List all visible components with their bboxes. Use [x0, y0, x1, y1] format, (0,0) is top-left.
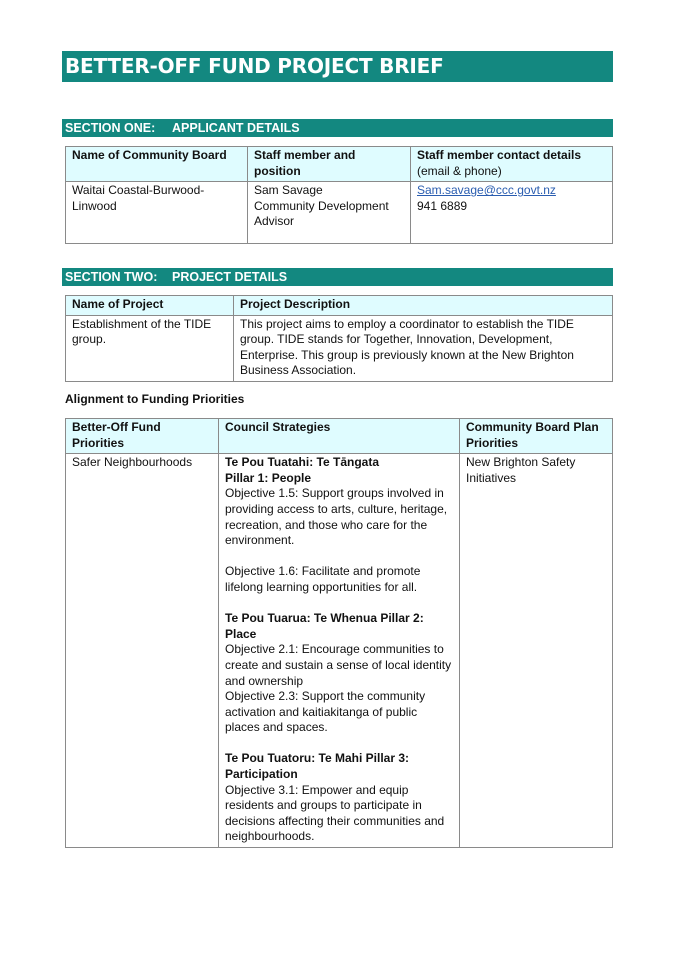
header-community-board: Name of Community Board — [66, 147, 248, 182]
table-row — [66, 182, 613, 244]
project-name-value: Establishment of the TIDE group. — [66, 315, 234, 381]
section-one-number: SECTION ONE: — [65, 121, 156, 135]
objective-3-1: Objective 3.1: Empower and equip residents and groups to participate in decisions affecting their communities and neighbourhoods. — [225, 782, 445, 844]
header-fund-priorities: Better-Off Fund Priorities — [66, 419, 219, 454]
table-header-row — [66, 147, 613, 182]
pillar-2-title: Te Pou Tuarua: Te Whenua Pillar 2: Place — [225, 611, 424, 641]
objective-2-3: Objective 2.3: Support the community activation and kaitiakitanga of public places and spaces. — [225, 689, 426, 735]
community-board-value: Waitai Coastal-Burwood-Linwood — [66, 182, 248, 244]
table-row — [66, 315, 613, 381]
table-header-row — [66, 296, 613, 316]
board-plan-priority-value: New Brighton Safety Initiatives — [460, 454, 613, 848]
staff-member-value — [248, 182, 411, 244]
section-two-label: PROJECT DETAILS — [172, 270, 288, 284]
header-contact-sub: (email & phone) — [417, 163, 502, 178]
header-staff-member: Staff member and position — [248, 147, 411, 182]
section-two-number: SECTION TWO: — [65, 270, 158, 284]
objective-2-1: Objective 2.1: Encourage communities to create and sustain a sense of local identity and ownership — [225, 642, 452, 688]
objective-1-5: Objective 1.5: Support groups involved in providing access to arts, culture, heritage, recreation, and those who care for the environment. — [225, 486, 448, 548]
project-description-value: This project aims to employ a coordinator to establish the TIDE group. TIDE stands for Together, Innovation, Development, Enterprise. This group is previously known at the New Brighton Business Association. — [234, 315, 613, 381]
header-project-description: Project Description — [234, 296, 613, 316]
council-strategies-value — [219, 454, 460, 848]
alignment-heading: Alignment to Funding Priorities — [65, 392, 245, 406]
staff-position: Community Development Advisor — [254, 198, 389, 229]
pillar-1-title-b: Pillar 1: People — [225, 470, 312, 485]
objective-1-6: Objective 1.6: Facilitate and promote lifelong learning opportunities for all. — [225, 564, 421, 594]
alignment-table — [65, 418, 613, 848]
section-one-label: APPLICANT DETAILS — [172, 121, 300, 135]
email-link[interactable]: Sam.savage@ccc.govt.nz — [417, 183, 556, 198]
applicant-details-table — [65, 146, 613, 244]
header-council-strategies: Council Strategies — [219, 419, 460, 454]
pillar-3-title: Te Pou Tuatoru: Te Mahi Pillar 3: Participation — [225, 751, 410, 782]
header-board-plan-priorities: Community Board Plan Priorities — [460, 419, 613, 454]
pillar-1-title-a: Te Pou Tuatahi: Te Tāngata — [225, 455, 380, 470]
project-details-table — [65, 295, 613, 382]
document-title: BETTER-OFF FUND PROJECT BRIEF — [62, 51, 613, 82]
header-project-name: Name of Project — [66, 296, 234, 316]
table-header-row — [66, 419, 613, 454]
table-row — [66, 454, 613, 848]
fund-priority-value: Safer Neighbourhoods — [66, 454, 219, 848]
section-two-bar — [62, 268, 613, 286]
staff-name: Sam Savage — [254, 183, 323, 198]
section-one-bar — [62, 119, 613, 137]
contact-details-value — [411, 182, 613, 244]
header-contact-details: Staff member contact details (email & phone) — [411, 147, 613, 182]
phone-number: 941 6889 — [417, 198, 468, 213]
